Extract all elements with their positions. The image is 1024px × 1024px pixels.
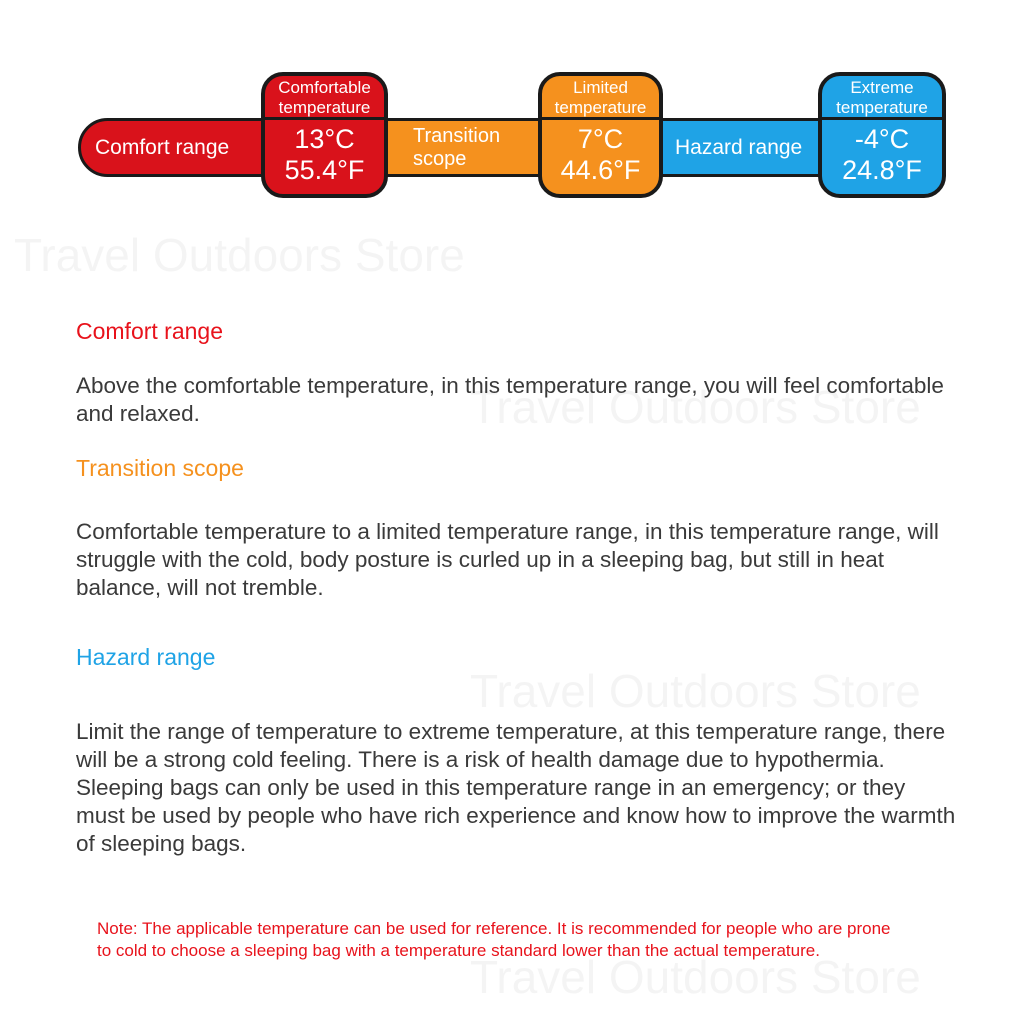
hazard-range-description: Limit the range of temperature to extreme temperature, at this temperature range, there will be a strong cold feeling. There is a risk of health damage due to hypothermia. Sleeping bags can only be used in this temperature range in an emergency; or they must be used by people who have rich experience and know how to improve the warmth of sleeping bags. xyxy=(76,719,956,856)
limited-temperature-bubble xyxy=(538,72,663,198)
celsius-value: 7°C xyxy=(577,124,624,154)
transition-scope-label: Transition scope xyxy=(413,124,501,170)
fahrenheit-value: 24.8°F xyxy=(842,155,922,185)
comfort-range-heading: Comfort range xyxy=(76,318,224,344)
watermark xyxy=(470,664,921,718)
bubble-label: Limited temperature xyxy=(542,76,659,120)
hazard-range-label: Hazard range xyxy=(675,135,803,159)
hazard-range-segment xyxy=(650,118,830,177)
bubble-label: Comfortable temperature xyxy=(265,76,384,120)
fahrenheit-value: 55.4°F xyxy=(284,155,365,185)
transition-scope-heading: Transition scope xyxy=(76,455,244,481)
celsius-value: -4°C xyxy=(854,124,910,154)
extreme-temperature-bubble xyxy=(818,72,946,198)
comfortable-temperature-bubble xyxy=(261,72,388,198)
fahrenheit-value: 44.6°F xyxy=(560,155,641,185)
celsius-value: 13°C xyxy=(294,124,355,154)
transition-scope-description: Comfortable temperature to a limited temperature range, in this temperature range, will struggle with the cold, body posture is curled up in a sleeping bag, but still in heat balance, will not tremble. xyxy=(76,519,939,600)
comfort-range-label: Comfort range xyxy=(95,135,230,159)
watermark xyxy=(14,228,465,282)
hazard-range-heading: Hazard range xyxy=(76,644,216,670)
reference-note: Note: The applicable temperature can be used for reference. It is recommended for people who are prone to cold to choose a sleeping bag with a temperature standard lower than the actual temperature. xyxy=(97,919,891,960)
comfort-range-description: Above the comfortable temperature, in this temperature range, you will feel comfortable and relaxed. xyxy=(76,373,944,426)
comfort-range-segment xyxy=(78,118,278,177)
transition-scope-segment xyxy=(370,118,550,177)
bubble-label: Extreme temperature xyxy=(822,76,942,120)
